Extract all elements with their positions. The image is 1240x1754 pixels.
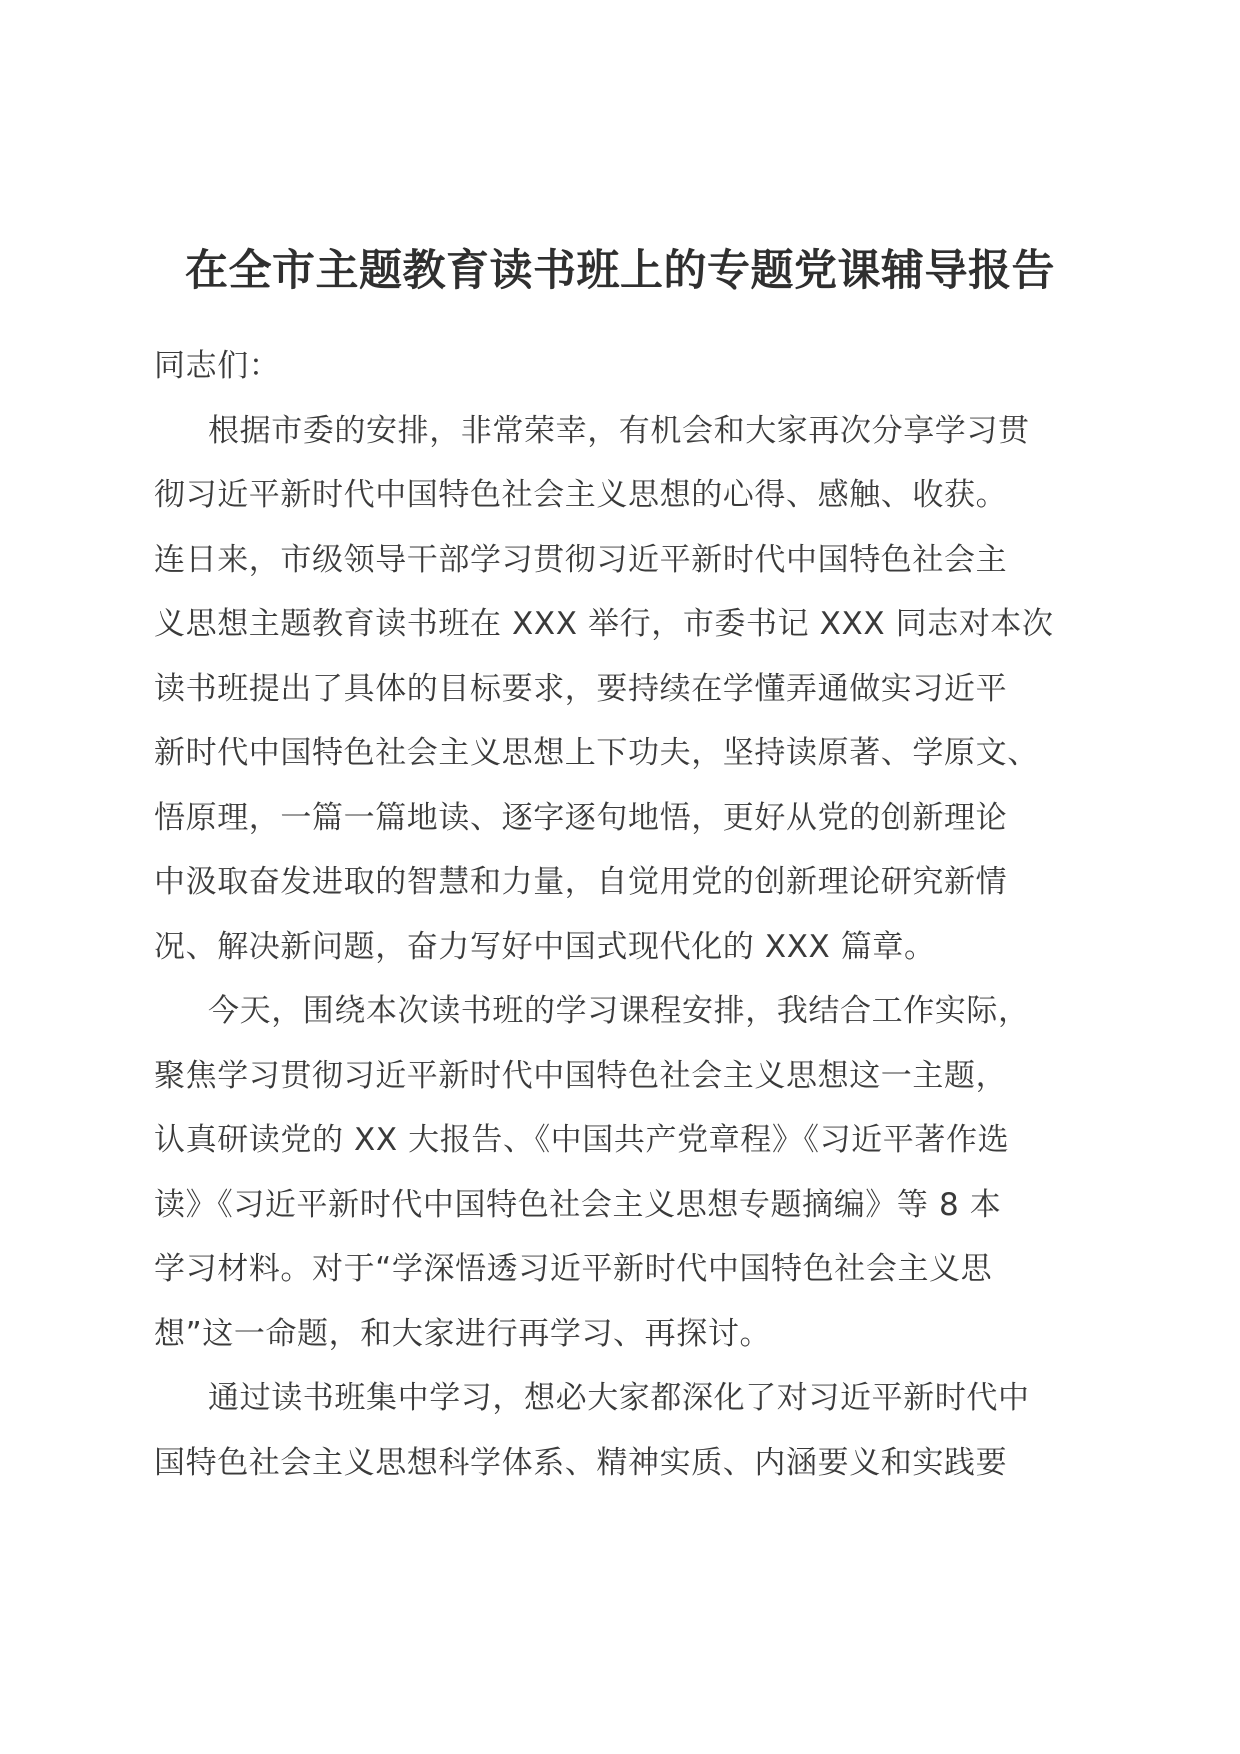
paragraph-2-line-4: 读》《习近平新时代中国特色社会主义思想专题摘编》等 8 本 — [154, 1186, 1002, 1223]
paragraph-1-line-9: 况、解决新问题，奋力写好中国式现代化的 XXX 篇章。 — [154, 928, 936, 965]
paragraph-3-line-2: 国特色社会主义思想科学体系、精神实质、内涵要义和实践要 — [154, 1444, 1008, 1481]
salutation: 同志们： — [154, 348, 281, 384]
paragraph-1-line-2: 彻习近平新时代中国特色社会主义思想的心得、感触、收获。 — [154, 477, 1008, 513]
paragraph-3-line-1: 通过读书班集中学习，想必大家都深化了对习近平新时代中 — [208, 1380, 1030, 1416]
paragraph-2-line-5: 学习材料。对于“学深悟透习近平新时代中国特色社会主义思 — [154, 1251, 993, 1287]
paragraph-2-line-1: 今天，围绕本次读书班的学习课程安排，我结合工作实际， — [208, 993, 1030, 1029]
paragraph-1-line-1: 根据市委的安排，非常荣幸，有机会和大家再次分享学习贯 — [208, 412, 1030, 449]
document-title: 在全市主题教育读书班上的专题党课辅导报告 — [185, 246, 1055, 296]
paragraph-1-line-4: 义思想主题教育读书班在 XXX 举行，市委书记 XXX 同志对本次 — [154, 606, 1054, 642]
paragraph-1-line-3: 连日来，市级领导干部学习贯彻习近平新时代中国特色社会主 — [154, 541, 1008, 578]
paragraph-1-line-8: 中汲取奋发进取的智慧和力量，自觉用党的创新理论研究新情 — [154, 864, 1008, 900]
paragraph-2-line-2: 聚焦学习贯彻习近平新时代中国特色社会主义思想这一主题， — [154, 1057, 1008, 1094]
paragraph-1-line-6: 新时代中国特色社会主义思想上下功夫，坚持读原著、学原文、 — [154, 735, 1039, 771]
document-body — [154, 334, 1094, 1495]
paragraph-2-line-3: 认真研读党的 XX 大报告、《中国共产党章程》《习近平著作选 — [154, 1122, 1010, 1158]
paragraph-2-line-6: 想”这一命题，和大家进行再学习、再探讨。 — [154, 1315, 772, 1352]
paragraph-1-line-5: 读书班提出了具体的目标要求，要持续在学懂弄通做实习近平 — [154, 670, 1008, 707]
paragraph-1-line-7: 悟原理，一篇一篇地读、逐字逐句地悟，更好从党的创新理论 — [154, 799, 1008, 836]
